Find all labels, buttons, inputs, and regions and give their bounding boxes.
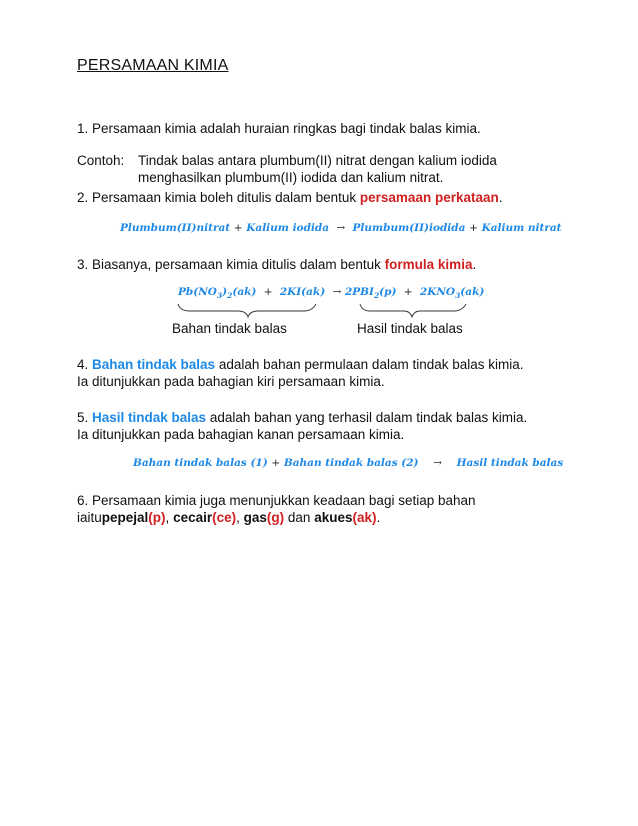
formula-arrow: → (332, 286, 342, 298)
point-3-highlight: formula kimia (384, 257, 473, 272)
word-eq-plus-2: + (469, 222, 478, 234)
general-equation (133, 457, 563, 469)
point-4-line-2: Ia ditunjukkan pada bahagian kiri persamaan kimia. (77, 374, 385, 389)
example-line-2: menghasilkan plumbum(II) iodida dan kalium nitrat. (138, 170, 444, 185)
word-eq-product-1: Plumbum(II)iodida (352, 222, 466, 234)
word-equation (120, 222, 562, 234)
point-4-line-1 (77, 356, 524, 374)
point-2 (77, 189, 503, 207)
state-gas: gas (243, 510, 267, 525)
reactants-label: Bahan tindak balas (172, 321, 287, 336)
word-eq-reactant-1: Plumbum(II)nitrat (120, 222, 231, 234)
point-6-line-2: iaitupepejal(p), cecair(ce), gas(g) dan akues(ak). (77, 510, 381, 525)
general-eq-reactant-1: Bahan tindak balas (1) (133, 457, 268, 469)
general-eq-product: Hasil tindak balas (456, 457, 564, 469)
products-label: Hasil tindak balas (357, 321, 463, 336)
state-solid-symbol: (p) (148, 510, 166, 525)
state-aqueous: akues (314, 510, 353, 525)
word-eq-plus-1: + (233, 222, 243, 234)
example-line-1: Tindak balas antara plumbum(II) nitrat dengan kalium iodida (138, 153, 497, 168)
general-eq-reactant-2: Bahan tindak balas (2) (283, 457, 419, 469)
formula-reactant-1: $Pb(NO_3)_2(ak)$ (178, 286, 257, 301)
formula-plus-1: + (263, 286, 273, 298)
state-solid: pepejal (101, 510, 149, 525)
state-aqueous-symbol: (ak) (352, 510, 377, 525)
point-4-number: 4. (77, 357, 93, 372)
point-5-line-1 (77, 409, 527, 427)
point-5-highlight: Hasil tindak balas (92, 410, 207, 425)
general-eq-arrow: → (433, 457, 442, 469)
state-gas-symbol: (g) (266, 510, 285, 525)
point-5-line-2: Ia ditunjukkan pada bahagian kanan persamaan kimia. (77, 427, 405, 442)
formula-product-2: $2KNO_3(ak)$ (419, 286, 485, 301)
word-eq-reactant-2: Kalium iodida (246, 222, 330, 234)
point-6-line-1: 6. Persamaan kimia juga menunjukkan keadaan bagi setiap bahan (77, 493, 476, 508)
formula-plus-2: + (403, 286, 413, 298)
point-4-text: adalah bahan permulaan dalam tindak balas kimia. (215, 357, 524, 372)
point-3-end: . (472, 257, 477, 272)
point-5-number: 5. (77, 410, 93, 425)
point-2-highlight: persamaan perkataan (359, 190, 499, 205)
state-liquid-symbol: (ce) (212, 510, 237, 525)
reactants-brace (178, 304, 316, 317)
page-title: PERSAMAAN KIMIA (77, 57, 229, 74)
grouping-braces (176, 302, 476, 320)
word-eq-arrow: → (336, 222, 346, 234)
point-3-text: 3. Biasanya, persamaan kimia ditulis dalam bentuk (77, 257, 385, 272)
word-eq-product-2: Kalium nitrat (481, 222, 562, 234)
point-5-text: adalah bahan yang terhasil dalam tindak balas kimia. (206, 410, 528, 425)
point-2-end: . (498, 190, 503, 205)
formula-reactant-2: 2KI(ak) (279, 286, 326, 298)
formula-equation (178, 286, 484, 300)
state-liquid: cecair (173, 510, 213, 525)
point-4-highlight: Bahan tindak balas (92, 357, 216, 372)
products-brace (360, 304, 466, 317)
formula-product-1: $2PBI_2(p)$ (344, 286, 397, 301)
point-2-text: 2. Persamaan kimia boleh ditulis dalam bentuk (77, 190, 360, 205)
point-3 (77, 256, 476, 274)
example-label: Contoh: (77, 153, 125, 168)
point-6-text: iaitu (77, 510, 102, 525)
point-1: 1. Persamaan kimia adalah huraian ringkas bagi tindak balas kimia. (77, 121, 481, 136)
general-eq-plus: + (271, 457, 281, 469)
